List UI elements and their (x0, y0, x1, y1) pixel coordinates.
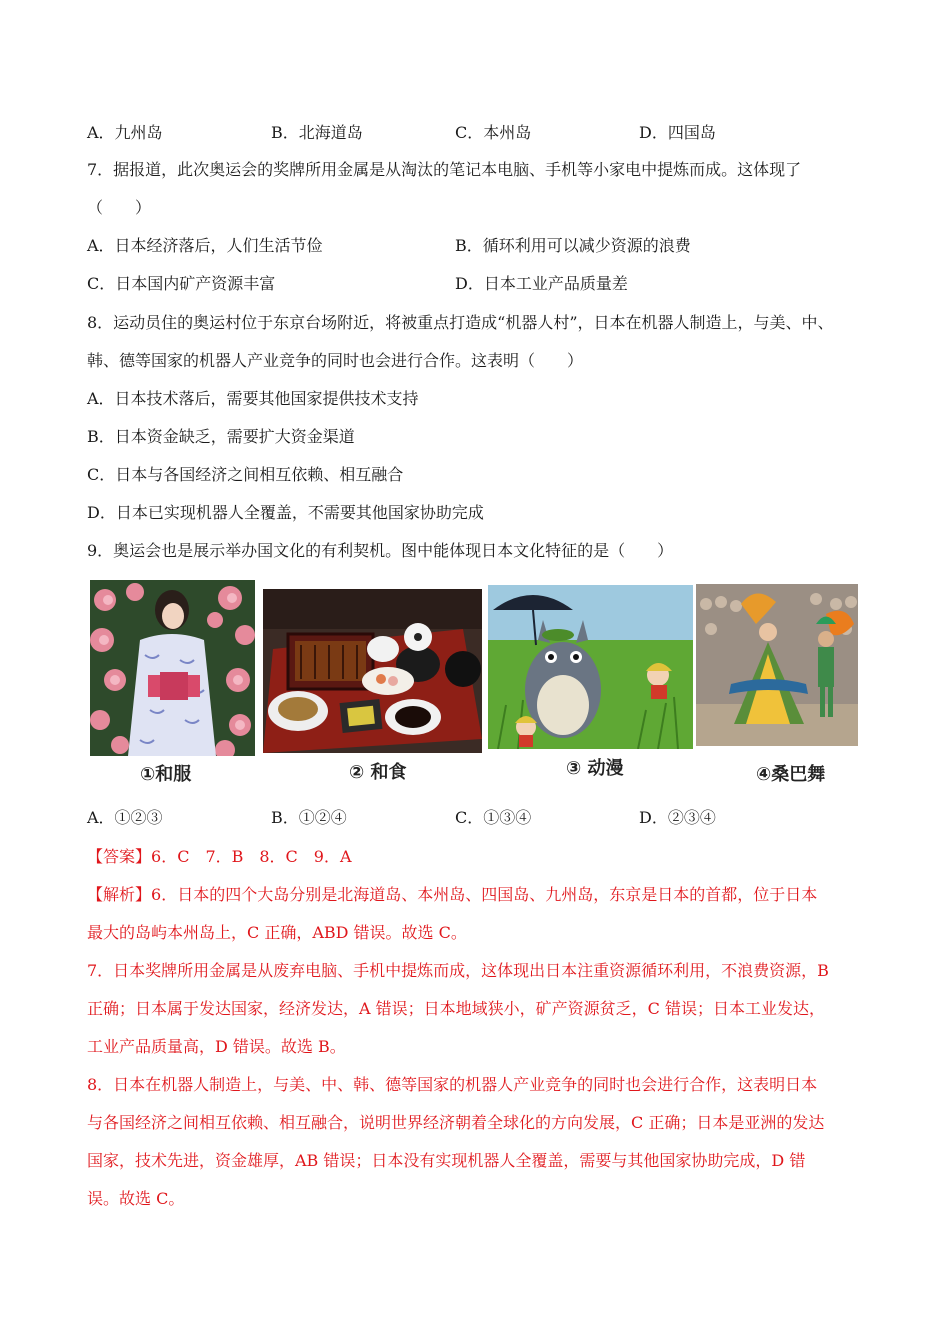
q8-stem-line1: 8．运动员住的奥运村位于东京台场附近，将被重点打造成“机器人村”，日本在机器人制造上，与美、中、 (87, 313, 834, 332)
q7-option-a: A．日本经济落后，人们生活节俭 (87, 236, 323, 255)
caption-anime: ③ 动漫 (566, 758, 624, 779)
q9-option-b: B．①②④ (271, 808, 347, 827)
washoku-photo (263, 589, 482, 753)
q7-option-d: D．日本工业产品质量差 (455, 274, 628, 293)
q8-option-c: C．日本与各国经济之间相互依赖、相互融合 (87, 465, 404, 484)
kimono-photo (90, 580, 255, 756)
analysis-line-3: 7．日本奖牌所用金属是从废弃电脑、手机中提炼而成，这体现出日本注重资源循环利用，不浪费资源，B (87, 961, 829, 980)
analysis-line-8: 国家，技术先进，资金雄厚，AB 错误；日本没有实现机器人全覆盖，需要与其他国家协助完成，D 错 (87, 1151, 806, 1170)
analysis-line-5: 工业产品质量高，D 错误。故选 B。 (87, 1037, 346, 1056)
q6-option-b: B．北海道岛 (271, 123, 363, 142)
q8-option-d: D．日本已实现机器人全覆盖，不需要其他国家协助完成 (87, 503, 484, 522)
q8-option-a: A．日本技术落后，需要其他国家提供技术支持 (87, 389, 419, 408)
answer-line (87, 847, 352, 867)
q9-option-a: A．①②③ (87, 808, 163, 827)
analysis-line-7: 与各国经济之间相互依赖、相互融合，说明世界经济朝着全球化的方向发展，C 正确；日本是亚洲的发达 (87, 1113, 825, 1132)
q8-stem-line2: 韩、德等国家的机器人产业竞争的同时也会进行合作。这表明（ ） (87, 351, 584, 370)
analysis-text-1: 6．日本的四个大岛分别是北海道岛、本州岛、四国岛、九州岛，东京是日本的首都，位于日本 (151, 885, 818, 904)
caption-washoku: ② 和食 (349, 762, 407, 783)
q9-stem: 9．奥运会也是展示举办国文化的有利契机。图中能体现日本文化特征的是（ ） (87, 541, 674, 560)
q9-option-d: D．②③④ (639, 808, 716, 827)
analysis-line-2: 最大的岛屿本州岛上，C 正确，ABD 错误。故选 C。 (87, 923, 467, 942)
analysis-line-4: 正确；日本属于发达国家，经济发达，A 错误；日本地域狭小，矿产资源贫乏，C 错误；日本工业发达， (87, 999, 825, 1018)
q6-option-a: A．九州岛 (87, 123, 163, 142)
caption-samba: ④桑巴舞 (756, 764, 826, 785)
analysis-line-9: 误。故选 C。 (87, 1189, 185, 1208)
q7-option-c: C．日本国内矿产资源丰富 (87, 274, 276, 293)
analysis-line-1 (87, 885, 817, 905)
q7-stem: 7．据报道，此次奥运会的奖牌所用金属是从淘汰的笔记本电脑、手机等小家电中提炼而成。这体现了 (87, 160, 802, 179)
q6-option-d: D．四国岛 (639, 123, 716, 142)
q7-option-b: B．循环利用可以减少资源的浪费 (455, 236, 691, 255)
q6-option-c: C．本州岛 (455, 123, 532, 142)
samba-photo (696, 584, 858, 746)
answer-tag: 【答案】 (87, 847, 152, 866)
analysis-line-6: 8．日本在机器人制造上，与美、中、韩、德等国家的机器人产业竞争的同时也会进行合作，这表明日本 (87, 1075, 818, 1094)
q9-option-c: C．①③④ (455, 808, 532, 827)
caption-kimono: ①和服 (140, 764, 192, 785)
q7-paren: （ ） (87, 198, 152, 217)
q8-option-b: B．日本资金缺乏，需要扩大资金渠道 (87, 427, 355, 446)
analysis-tag: 【解析】 (87, 885, 152, 904)
anime-photo (488, 585, 693, 749)
answer-text: 6．C 7．B 8．C 9．A (151, 847, 352, 866)
